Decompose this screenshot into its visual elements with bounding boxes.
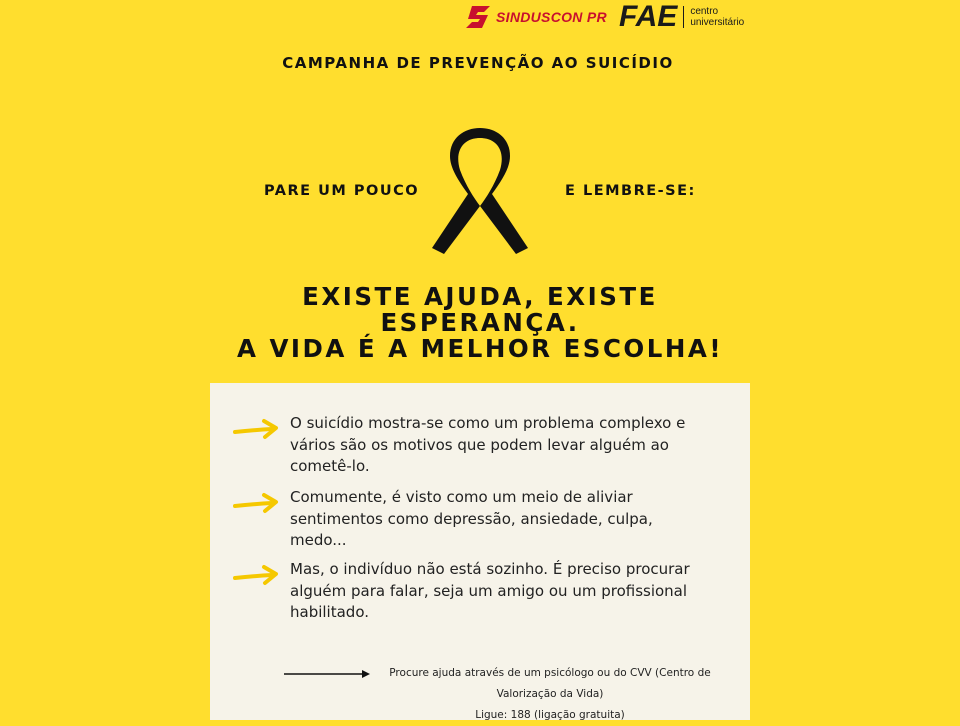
fae-logo-divider <box>683 6 684 28</box>
fae-sub-line2: universitário <box>690 17 745 28</box>
logo-bar <box>466 0 744 34</box>
help-callout-line2: Valorização da Vida) <box>496 688 604 700</box>
info-point-text: Mas, o indivíduo não está sozinho. É preciso procurar alguém para falar, seja um amigo ou um profissional habilitado. <box>290 560 690 621</box>
help-callout-line1: Procure ajuda através de um psicólogo ou do CVV (Centro de <box>389 667 711 679</box>
headline-line2: ESPERANÇA. <box>380 308 580 337</box>
yellow-arrow-icon <box>232 492 282 514</box>
help-callout-line3: Ligue: 188 (ligação gratuita) <box>475 709 625 721</box>
headline <box>200 284 760 362</box>
fae-logo <box>619 2 744 32</box>
headline-line1: EXISTE AJUDA, EXISTE <box>302 282 658 311</box>
awareness-ribbon-icon <box>430 128 530 258</box>
fae-logo-text: FAE <box>618 0 678 33</box>
help-callout <box>370 663 730 726</box>
black-arrow-icon <box>282 668 372 680</box>
yellow-arrow-icon <box>232 564 282 586</box>
yellow-arrow-icon <box>232 418 282 440</box>
sinduscon-logo-icon <box>466 4 492 30</box>
left-phrase: PARE UM POUCO <box>264 183 420 199</box>
campaign-title: CAMPANHA DE PREVENÇÃO AO SUICÍDIO <box>282 54 674 72</box>
fae-logo-subtitle <box>690 6 744 28</box>
sinduscon-logo-text: SINDUSCON PR <box>496 9 607 25</box>
info-panel <box>210 383 750 720</box>
info-point-text: Comumente, é visto como um meio de aliviar sentimentos como depressão, ansiedade, culpa, medo... <box>290 488 653 549</box>
info-point-text: O suicídio mostra-se como um problema complexo e vários são os motivos que podem levar alguém ao cometê-lo. <box>290 414 686 475</box>
right-phrase: E LEMBRE-SE: <box>565 183 696 199</box>
sinduscon-logo <box>466 4 607 30</box>
headline-line3: A VIDA É A MELHOR ESCOLHA! <box>236 334 724 363</box>
fae-sub-line1: centro <box>690 6 719 17</box>
